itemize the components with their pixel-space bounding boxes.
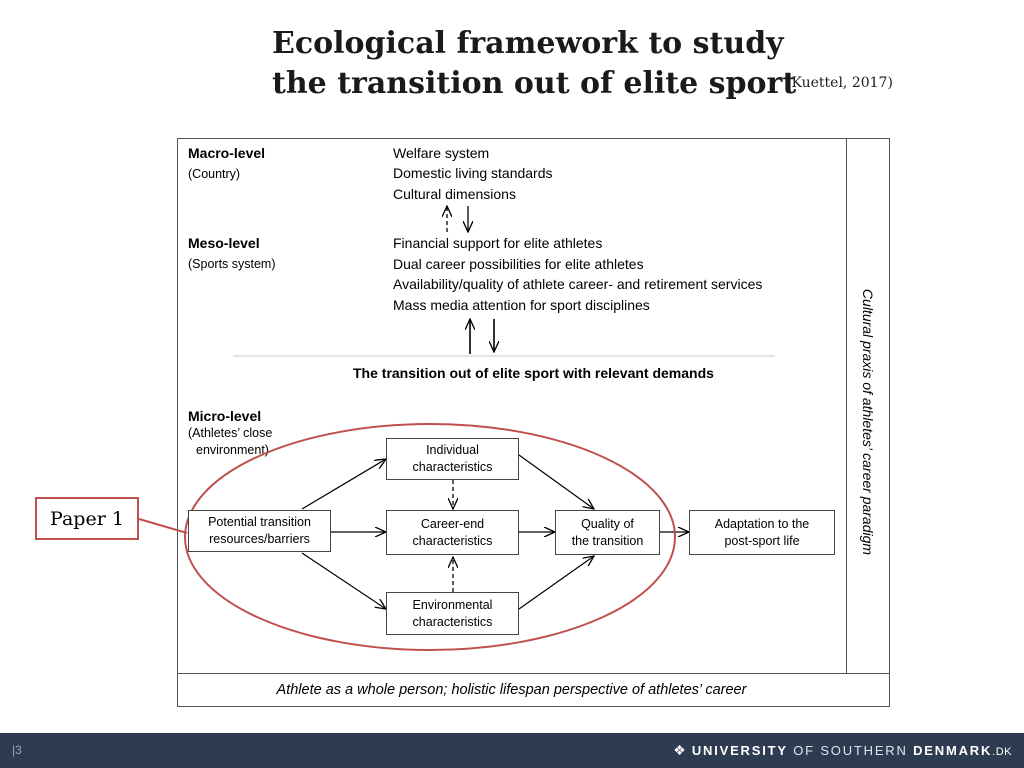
- title-line-2: the transition out of elite sport: [272, 66, 797, 101]
- macro-item: Welfare system: [393, 145, 490, 161]
- sdu-logo-icon: ❖: [673, 742, 686, 758]
- box-line: Adaptation to the: [714, 516, 810, 531]
- macro-item: Cultural dimensions: [393, 186, 516, 202]
- meso-level-label: Meso-level: [188, 235, 260, 251]
- box-line: Career-end: [420, 516, 485, 531]
- page-number: |3: [12, 743, 22, 757]
- transition-resources-box: [188, 510, 331, 552]
- individual-characteristics-box: [386, 438, 519, 480]
- meso-item: Dual career possibilities for elite athletes: [393, 256, 644, 272]
- box-line: post-sport life: [724, 533, 800, 548]
- meso-item: Availability/quality of athlete career- and retirement services: [393, 276, 763, 292]
- micro-level-sublabel-line-2: environment): [196, 443, 269, 457]
- holistic-perspective-label: Athlete as a whole person; holistic lifespan perspective of athletes’ career: [276, 682, 747, 698]
- macro-level-label: Macro-level: [188, 145, 266, 161]
- box-line: Potential transition: [208, 515, 311, 529]
- cultural-praxis-label: Cultural praxis of athletes’ career paradigm: [860, 288, 876, 556]
- logo-of-southern: OF SOUTHERN: [793, 743, 908, 758]
- logo-dk: .DK: [992, 746, 1012, 758]
- macro-level-sublabel: (Country): [188, 167, 241, 181]
- box-line: characteristics: [412, 533, 493, 548]
- citation: (Kuettel, 2017): [786, 75, 893, 91]
- micro-level-sublabel-line-1: (Athletes’ close: [188, 426, 273, 440]
- box-line: resources/barriers: [209, 532, 310, 546]
- resources-to-environmental-arrow: [302, 553, 386, 609]
- box-line: characteristics: [412, 460, 493, 474]
- environmental-characteristics-box: [386, 592, 519, 635]
- box-line: Environmental: [412, 597, 493, 612]
- footer-bar: [0, 733, 1024, 768]
- logo-denmark: DENMARK: [913, 743, 993, 758]
- environmental-to-quality-arrow: [519, 556, 594, 609]
- adaptation-box: [689, 510, 835, 555]
- meso-level-sublabel: (Sports system): [188, 257, 276, 271]
- meso-item: Financial support for elite athletes: [393, 235, 603, 251]
- box-line: characteristics: [412, 614, 493, 629]
- macro-item: Domestic living standards: [393, 165, 553, 181]
- logo-university: UNIVERSITY: [691, 743, 788, 758]
- meso-item: Mass media attention for sport disciplines: [393, 297, 650, 313]
- title-line-1: Ecological framework to study: [272, 26, 784, 61]
- micro-level-label: Micro-level: [188, 408, 262, 424]
- box-line: Individual: [426, 443, 479, 457]
- university-logo: [673, 742, 1012, 759]
- quality-of-transition-box: [555, 510, 660, 555]
- paper-1-callout: Paper 1: [35, 497, 139, 540]
- paper-pointer-line: [139, 519, 187, 533]
- individual-to-quality-arrow: [519, 455, 594, 509]
- resources-to-individual-arrow: [302, 459, 386, 509]
- box-line: Quality of: [581, 516, 634, 531]
- transition-heading: The transition out of elite sport with relevant demands: [353, 365, 714, 381]
- career-end-characteristics-box: [386, 510, 519, 555]
- box-line: the transition: [571, 533, 644, 548]
